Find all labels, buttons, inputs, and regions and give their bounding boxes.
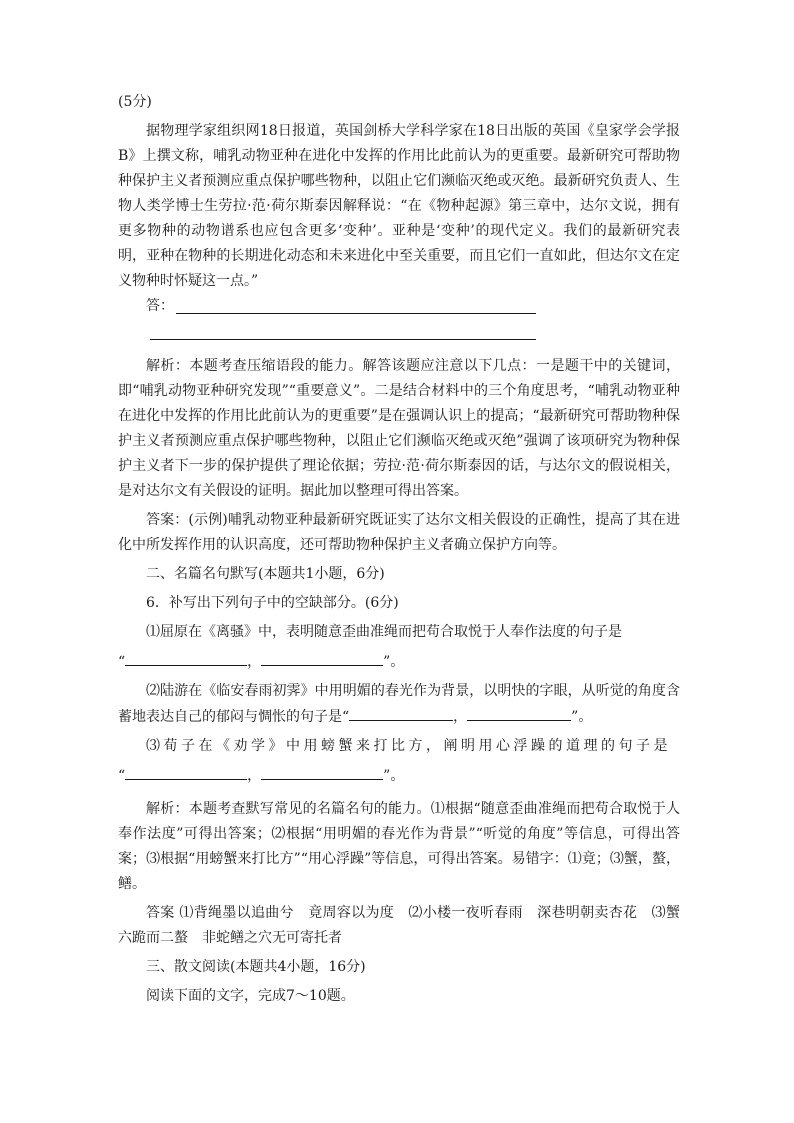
answer-label: 答： [146, 298, 174, 314]
reading-instruction: 阅读下面的文字，完成7～10题。 [146, 988, 355, 1004]
comma: ， [453, 709, 468, 725]
blank-6-2-b[interactable] [467, 704, 571, 721]
document-page [118, 90, 680, 1009]
question-6-3 [118, 734, 680, 759]
answer-recitation: 答案 ⑴背绳墨以追曲兮 竟周容以为度 ⑵小楼一夜听春雨 深巷明朝卖杏花 ⑶蟹六跪而二螯 非蛇鳝之穴无可寄托者 [118, 905, 680, 946]
comma: ， [247, 768, 262, 784]
answer-compression: 答案：(示例)哺乳动物亚种最新研究既证实了达尔文相关假设的正确性，提高了其在进化中所发挥作用的认识高度，还可帮助物种保护主义者确立保护方向等。 [118, 512, 680, 553]
answer-blank-2[interactable] [150, 323, 536, 340]
answer-line-2 [118, 320, 680, 346]
close-quote: ”。 [383, 768, 405, 784]
question-6-1 [118, 620, 680, 645]
blank-6-2-a[interactable] [349, 704, 453, 721]
analysis-recitation: 解析：本题考查默写常见的名篇名句的能力。⑴根据“随意歪曲准绳而把苟合取悦于人奉作法度”可得出答案；⑵根据“用明媚的春光作为背景”“听觉的角度”等信息，可得出答案；⑶根据“用螃蟹来打比方”“用心浮躁”等信息，可得出答案。易错字：⑴竟；⑶蟹，螯，鳝。 [118, 801, 680, 892]
question-6-3-text: ⑶荀子在《劝学》中用螃蟹来打比方，阐明用心浮躁的道理的句子是 [146, 738, 671, 754]
question-6-1-blanks [118, 649, 680, 675]
question-6: 6．补写出下列句子中的空缺部分。(6分) [146, 595, 399, 611]
passage-paragraph: 据物理学家组织网18日报道，英国剑桥大学科学家在18日出版的英国《皇家学会学报B》上撰文称，哺乳动物亚种在进化中发挥的作用比此前认为的更重要。最新研究可帮助物种保护主义者预测应重点保护哪些物种，以阻止它们濒临灭绝或灭绝。最新研究负责人、生物人类学博士生劳拉·范·荷尔斯泰因解释说：“在《物种起源》第三章中，达尔文说，拥有更多物种的动物谱系也应包含更多‘变种’。亚种是‘变种’的现代定义。我们的最新研究表明，亚种在物种的长期进化动态和未来进化中至关重要，而且它们一直如此，但达尔文在定义物种时怀疑这一点。” [118, 123, 680, 289]
close-quote: ”。 [383, 654, 405, 670]
question-6-2 [118, 679, 680, 730]
question-6-3-blanks [118, 763, 680, 789]
open-quote: “ [118, 768, 126, 784]
section-heading-recitation: 二、名篇名句默写(本题共1小题，6分) [146, 566, 385, 582]
section-heading-prose: 三、散文阅读(本题共4小题，16分) [146, 959, 366, 975]
answer-blank-1[interactable] [176, 297, 536, 314]
close-quote: ”。 [571, 709, 593, 725]
blank-6-3-b[interactable] [261, 763, 383, 780]
analysis-compression: 解析：本题考查压缩语段的能力。解答该题应注意以下几点：一是题干中的关键词，即“哺乳动物亚种研究发现”“重要意义”。二是结合材料中的三个角度思考，“哺乳动物亚种在进化中发挥的作用比此前认为的更重要”是在强调认识上的提高；“最新研究可帮助物种保护主义者预测应重点保护哪些物种，以阻止它们濒临灭绝或灭绝”强调了该项研究为物种保护主义者下一步的保护提供了理论依据；劳拉·范·荷尔斯泰因的话，与达尔文的假说相关，是对达尔文有关假设的证明。据此加以整理可得出答案。 [118, 358, 680, 499]
blank-6-1-a[interactable] [125, 649, 247, 666]
score-heading: (5分) [118, 94, 152, 110]
open-quote: “ [118, 654, 126, 670]
question-6-2-text: ⑵陆游在《临安春雨初霁》中用明媚的春光作为背景，以明快的字眼，从听觉的角度含蓄地表达自己的郁闷与惆怅的句子是“ [118, 683, 680, 725]
question-6-1-text: ⑴屈原在《离骚》中，表明随意歪曲准绳而把苟合取悦于人奉作法度的句子是 [146, 624, 622, 640]
comma: ， [247, 654, 262, 670]
blank-6-3-a[interactable] [125, 763, 247, 780]
blank-6-1-b[interactable] [261, 649, 383, 666]
answer-line-1 [118, 294, 680, 320]
